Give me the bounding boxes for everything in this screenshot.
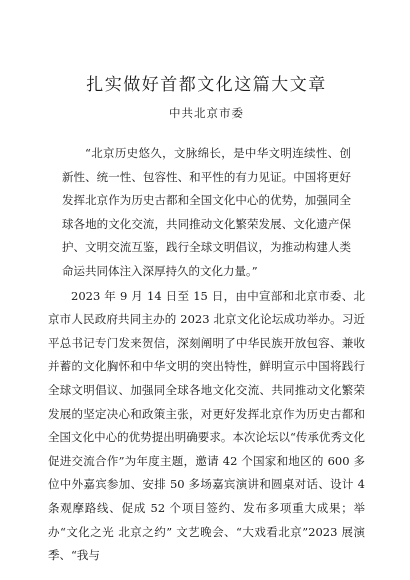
body-text xyxy=(48,285,365,568)
quote-paragraph: “北京历史悠久，文脉绵长，是中华文明连续性、创新性、统一性、包容性、和平性的有力见证。中国将更好发挥北京作为历史古都和全国文化中心的优势，加强同全球各地的文化交流，共同推动文化繁荣发展、文化遗产保护、文明交流互鉴，践行全球文明倡议，为推动构建人类命运共同体注入深厚持久的文化力量。” xyxy=(62,146,351,278)
quote-block xyxy=(48,142,365,284)
article-author: 中共北京市委 xyxy=(169,106,244,120)
body-paragraph: 2023 年 9 月 14 日至 15 日，由中宣部和北京市委、北京市人民政府共同主办的 2023 北京文化论坛成功举办。习近平总书记专门发来贺信，深刻阐明了中华民族开放包容、兼收并蓄的文化胸怀和中华文明的突出特性，鲜明宣示中国将践行全球文明倡议、加强同全球各地文化交流、共同推动文化繁荣发展的坚定决心和政策主张，对更好发挥北京作为历史古都和全国文化中心的优势提出明确要求。本次论坛以“传承优秀文化促进交流合作”为年度主题，邀请 42 个国家和地区的 600 多位中外嘉宾参加、安排 50 多场嘉宾演讲和圆桌对话、设计 4 条观摩路线、促成 52 个项目签约、发布多项重大成果；举办“文化之光 北京之约” 文艺晚会、“大戏看北京”2023 展演季、“我与 xyxy=(48,288,365,563)
article-title: 扎实做好首都文化这篇大文章 xyxy=(86,75,327,95)
